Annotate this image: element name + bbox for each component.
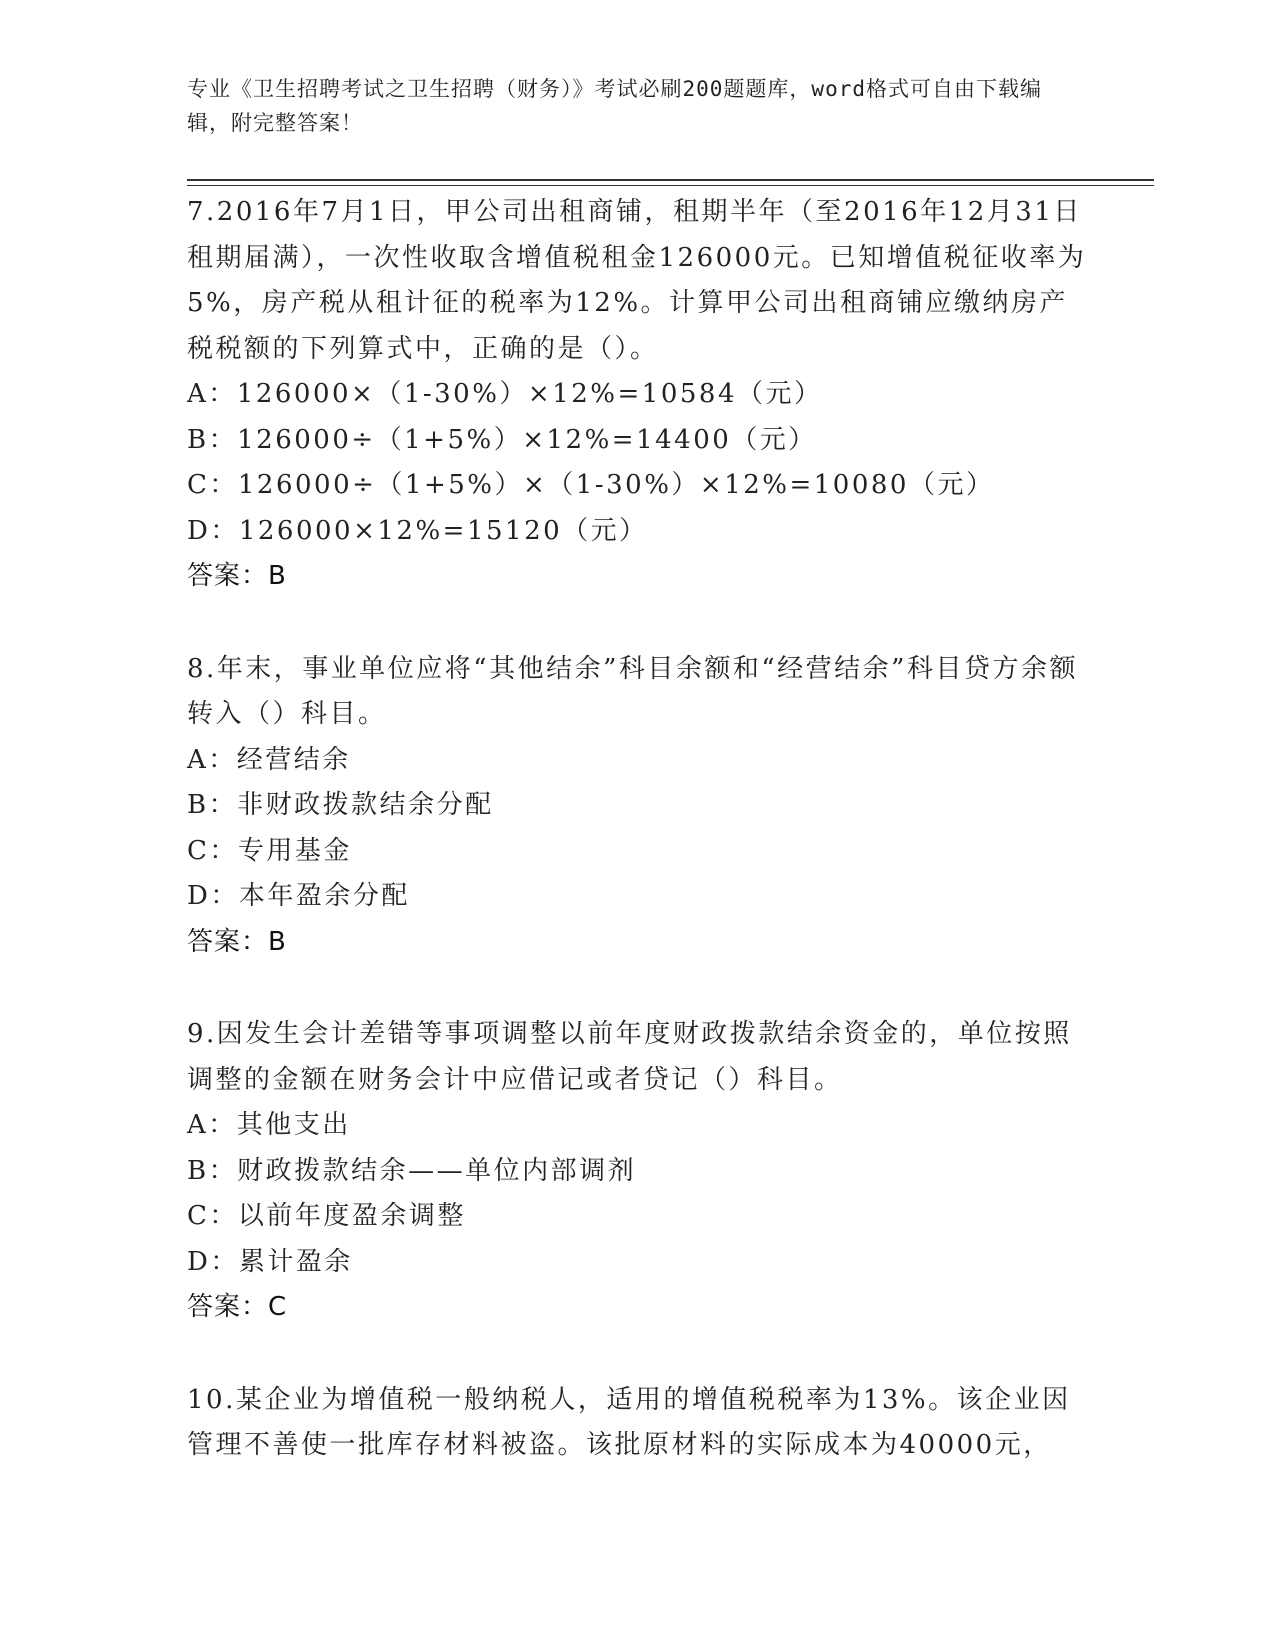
option-c: C：126000÷（1+5%）×（1-30%）×12%=10080（元） xyxy=(187,470,995,500)
option-a: A：126000×（1-30%）×12%=10584（元） xyxy=(187,379,823,409)
question-8 xyxy=(187,647,1087,966)
question-list xyxy=(187,190,1087,1516)
option-b: B：126000÷（1+5%）×12%=14400（元） xyxy=(187,424,817,455)
question-text: 9.因发生会计差错等事项调整以前年度财政拨款结余资金的，单位按照调整的金额在财务会计中应借记或者贷记（）科目。 xyxy=(187,1019,1072,1095)
header-rule-thick xyxy=(187,179,1154,181)
answer-label: 答案：C xyxy=(187,1292,288,1322)
option-d: D：本年盈余分配 xyxy=(187,881,410,911)
header-rule-thin xyxy=(187,185,1154,186)
question-text: 8.年末，事业单位应将“其他结余”科目余额和“经营结余”科目贷方余额转入（）科目。 xyxy=(187,653,1078,729)
option-a: A：经营结余 xyxy=(187,744,351,775)
question-9 xyxy=(187,1012,1087,1331)
option-b: B：非财政拨款结余分配 xyxy=(187,790,494,820)
option-c: C：专用基金 xyxy=(187,835,352,866)
option-b: B：财政拨款结余——单位内部调剂 xyxy=(187,1155,637,1186)
option-d: D：126000×12%=15120（元） xyxy=(187,515,648,546)
answer-label: 答案：B xyxy=(187,561,287,591)
answer-label: 答案：B xyxy=(187,926,287,957)
question-10 xyxy=(187,1378,1087,1469)
option-d: D：累计盈余 xyxy=(187,1246,353,1277)
document-header: 专业《卫生招聘考试之卫生招聘（财务）》考试必刷200题题库，word格式可自由下载编辑，附完整答案！ xyxy=(187,77,1042,135)
option-a: A：其他支出 xyxy=(187,1110,351,1140)
question-text: 10.某企业为增值税一般纳税人，适用的增值税税率为13%。该企业因管理不善使一批库存材料被盗。该批原材料的实际成本为40000元， xyxy=(187,1384,1071,1460)
question-7 xyxy=(187,190,1087,600)
question-text: 7.2016年7月1日，甲公司出租商铺，租期半年（至2016年12月31日租期届满），一次性收取含增值税租金126000元。已知增值税征收率为5%，房产税从租计征的税率为12%。计算甲公司出租商铺应缴纳房产税税额的下列算式中，正确的是（）。 xyxy=(187,197,1087,364)
option-c: C：以前年度盈余调整 xyxy=(187,1201,466,1231)
